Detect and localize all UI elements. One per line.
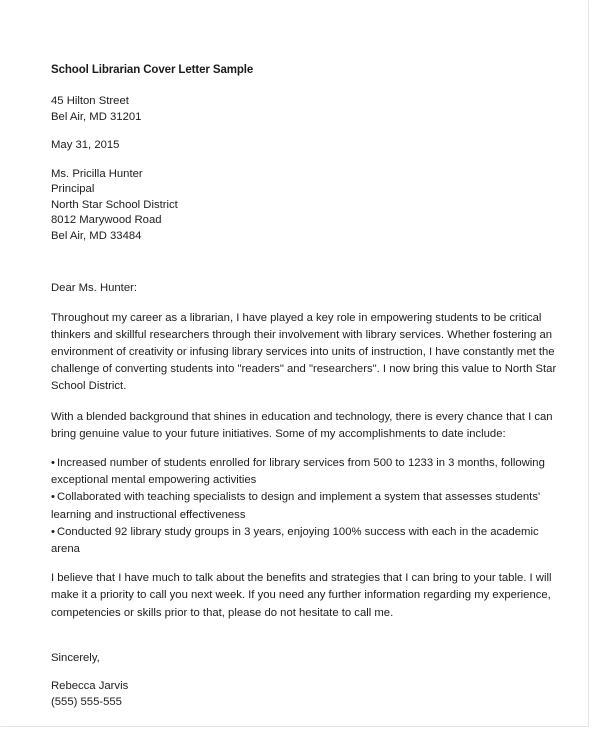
bullet-icon: • xyxy=(51,456,55,469)
closing-salutation xyxy=(51,651,563,667)
sender-address-block xyxy=(51,94,563,125)
body-paragraph-2: With a blended background that shines in education and technology, there is every chance that I can bring genuine value to your future initiatives. Some of my accomplishments to date include: xyxy=(51,410,553,440)
letter-body xyxy=(51,63,563,710)
recipient-name: Ms. Pricilla Hunter xyxy=(51,167,143,180)
signature-phone: (555) 555-555 xyxy=(51,695,122,708)
bullet-icon: • xyxy=(51,525,55,538)
list-item-text: Increased number of students enrolled for library services from 500 to 1233 in 3 months, following exceptional mental empowering activities xyxy=(51,456,545,487)
list-item xyxy=(51,455,563,489)
signature-name: Rebecca Jarvis xyxy=(51,680,129,693)
spacer-after-list xyxy=(51,558,563,570)
spacer-after-salutation xyxy=(51,297,563,310)
salutation xyxy=(51,281,563,297)
salutation-text: Dear Ms. Hunter: xyxy=(51,282,138,294)
bullet-icon: • xyxy=(51,491,55,504)
recipient-organization: North Star School District xyxy=(51,198,178,211)
accomplishments-list xyxy=(51,455,563,558)
spacer-after-date xyxy=(51,154,563,167)
letter-date-block xyxy=(51,138,563,154)
spacer-before-list xyxy=(51,443,563,455)
recipient-address-block xyxy=(51,167,563,245)
sender-city-state-zip: Bel Air, MD 31201 xyxy=(51,110,142,123)
body-paragraph-3: I believe that I have much to talk about the benefits and strategies that I can bring to your table. I will make it a priority to call you next week. If you need any further information regarding my experience, competencies or skills prior to that, please do not hesitate to call me. xyxy=(51,572,552,619)
recipient-job-title: Principal xyxy=(51,183,95,195)
letter-date: May 31, 2015 xyxy=(51,139,120,151)
signature-block xyxy=(51,679,563,710)
spacer-before-closing xyxy=(51,622,563,651)
recipient-street: 8012 Marywood Road xyxy=(51,214,162,226)
recipient-city-state-zip: Bel Air, MD 33484 xyxy=(51,229,142,242)
spacer-after-recipient xyxy=(51,244,563,281)
spacer-before-signature xyxy=(51,666,563,679)
page-title: School Librarian Cover Letter Sample xyxy=(51,64,254,76)
list-item-text: Collaborated with teaching specialists to design and implement a system that assesses students' learning and instructional effectiveness xyxy=(51,491,541,521)
list-item xyxy=(51,524,563,558)
closing-text: Sincerely, xyxy=(51,651,100,664)
list-item-text: Conducted 92 library study groups in 3 years, enjoying 100% success with each in the academic arena xyxy=(51,525,539,555)
spacer-after-paragraph-1 xyxy=(51,396,563,409)
list-item xyxy=(51,489,563,523)
sender-street: 45 Hilton Street xyxy=(51,95,129,107)
spacer-after-sender xyxy=(51,125,563,138)
body-paragraph-1: Throughout my career as a librarian, I have played a key role in empowering students to be critical thinkers and skillful researchers through their involvement with library services. Whether fostering an environment of creativity or infusing library services into units of instruction, I have constantly met the challenge of converting students into "readers" and "researchers". I now bring this value to North Star School District. xyxy=(51,311,557,393)
